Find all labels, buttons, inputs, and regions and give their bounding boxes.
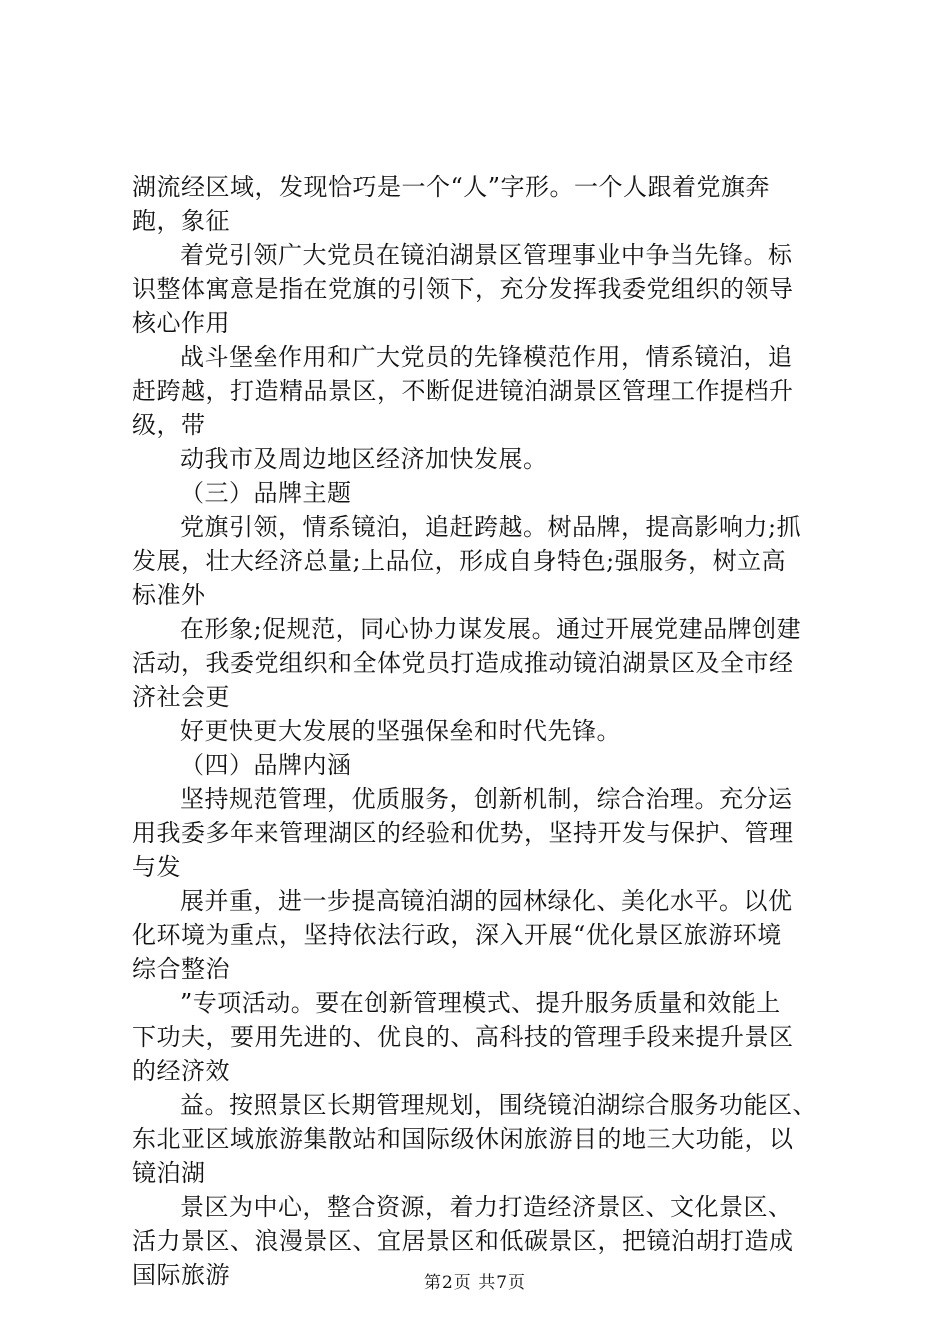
text-line: 战斗堡垒作用和广大党员的先锋模范作用，情系镜泊，追 [180, 343, 793, 371]
text-line: （四）品牌内涵 [180, 751, 352, 779]
text-line: 着党引领广大党员在镜泊湖景区管理事业中争当先锋。标 [180, 241, 793, 269]
text-line: ”专项活动。要在创新管理模式、提升服务质量和效能上 [180, 989, 781, 1017]
text-line: 跑，象征 [132, 207, 230, 235]
text-line: 用我委多年来管理湖区的经验和优势，坚持开发与保护、管理 [132, 819, 794, 847]
document-body [132, 170, 832, 1292]
text-line: 综合整治 [132, 955, 230, 983]
text-line: 济社会更 [132, 683, 230, 711]
page-footer: 第2页 共7页 [423, 1273, 527, 1293]
text-line: 级，带 [132, 411, 206, 439]
text-line: 识整体寓意是指在党旗的引领下，充分发挥我委党组织的领导 [132, 275, 794, 303]
text-line: 景区为中心，整合资源，着力打造经济景区、文化景区、 [180, 1193, 793, 1221]
text-line: 的经济效 [132, 1057, 230, 1085]
text-line: 湖流经区域，发现恰巧是一个“人”字形。一个人跟着党旗奔 [132, 173, 771, 201]
text-line: 镜泊湖 [132, 1159, 206, 1187]
text-line: 好更快更大发展的坚强保垒和时代先锋。 [180, 717, 621, 745]
text-line: 坚持规范管理，优质服务，创新机制，综合治理。充分运 [180, 785, 793, 813]
text-line: 益。按照景区长期管理规划，围绕镜泊湖综合服务功能区、 [180, 1091, 817, 1119]
text-line: 国际旅游 [132, 1261, 230, 1289]
text-line: 化环境为重点，坚持依法行政，深入开展“优化景区旅游环境 [132, 921, 782, 949]
text-line: 核心作用 [132, 309, 230, 337]
text-line: 党旗引领，情系镜泊，追赶跨越。树品牌，提高影响力;抓 [180, 513, 802, 541]
text-line: 发展，壮大经济总量;上品位，形成自身特色;强服务，树立高 [132, 547, 787, 575]
text-line: 与发 [132, 853, 181, 881]
text-line: （三）品牌主题 [180, 479, 352, 507]
text-line: 活力景区、浪漫景区、宜居景区和低碳景区，把镜泊胡打造成 [132, 1227, 794, 1255]
text-line: 标准外 [132, 581, 206, 609]
text-line: 在形象;促规范，同心协力谋发展。通过开展党建品牌创建 [180, 615, 802, 643]
text-line: 东北亚区域旅游集散站和国际级休闲旅游目的地三大功能，以 [132, 1125, 794, 1153]
text-line: 活动，我委党组织和全体党员打造成推动镜泊湖景区及全市经 [132, 649, 794, 677]
text-line: 展并重，进一步提高镜泊湖的园林绿化、美化水平。以优 [180, 887, 793, 915]
text-line: 赶跨越，打造精品景区，不断促进镜泊湖景区管理工作提档升 [132, 377, 794, 405]
text-line: 动我市及周边地区经济加快发展。 [180, 445, 548, 473]
text-line: 下功夫，要用先进的、优良的、高科技的管理手段来提升景区 [132, 1023, 794, 1051]
